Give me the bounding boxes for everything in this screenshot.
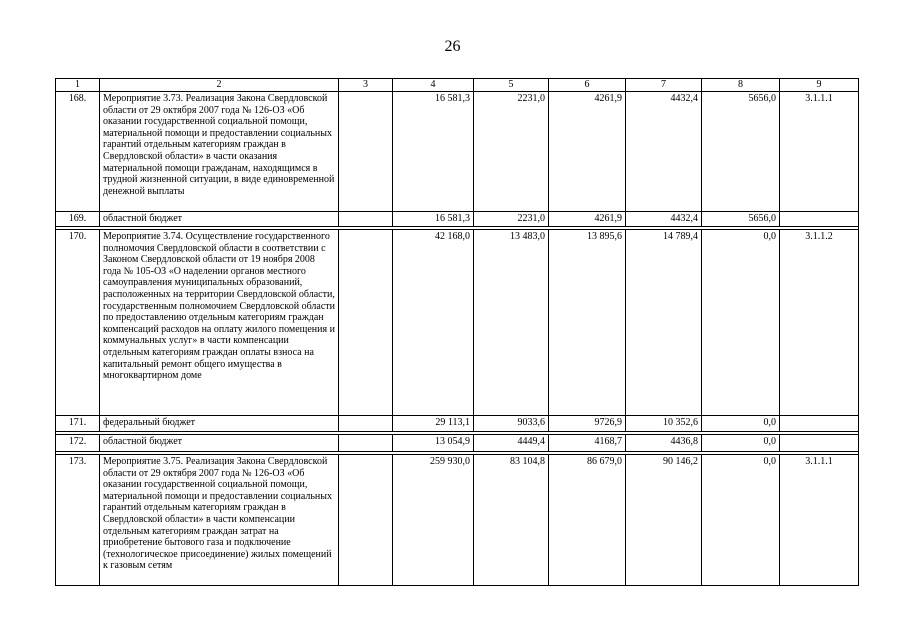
row-number: 168. — [56, 92, 100, 212]
cell-col3 — [339, 92, 393, 212]
cell-col6: 4261,9 — [549, 212, 626, 227]
cell-col4: 13 054,9 — [393, 435, 474, 452]
cell-col9 — [780, 435, 859, 452]
row-number: 169. — [56, 212, 100, 227]
row-description: Мероприятие 3.74. Осуществление государственного полномочия Свердловской области в соответствии с Законом Свердловской области от 19 ноября 2008 года № 105-ОЗ «О наделении органов местного самоуправления муниципальных образований, расположенных на территории Свердловской области, государственным полномочием Свердловской области по предоставлению отдельным категориям граждан компенсаций расходов на оплату жилого помещения и коммунальных услуг» в части компенсации отдельным категориям граждан оплаты взноса на капитальный ремонт общего имущества в многоквартирном доме — [100, 230, 339, 416]
row-description: областной бюджет — [100, 212, 339, 227]
column-header: 5 — [474, 79, 549, 92]
budget-table — [55, 78, 859, 586]
cell-col7: 4432,4 — [626, 212, 702, 227]
column-header: 6 — [549, 79, 626, 92]
cell-col8: 0,0 — [702, 435, 780, 452]
cell-col5: 2231,0 — [474, 212, 549, 227]
row-description: Мероприятие 3.75. Реализация Закона Свердловской области от 29 октября 2007 года № 126-ОЗ «Об оказании государственной социальной помощи, материальной помощи и предоставлении социальных гарантий отдельным категориям граждан в Свердловской области» в части компенсации отдельным категориям граждан затрат на приобретение бытового газа и подключение (технологическое присоединение) жилых помещений к газовым сетям — [100, 455, 339, 586]
cell-col9: 3.1.1.2 — [780, 230, 859, 416]
column-header: 1 — [56, 79, 100, 92]
cell-col5: 2231,0 — [474, 92, 549, 212]
cell-col4: 42 168,0 — [393, 230, 474, 416]
cell-col7: 10 352,6 — [626, 416, 702, 432]
cell-col6: 4261,9 — [549, 92, 626, 212]
column-header: 8 — [702, 79, 780, 92]
cell-col8: 5656,0 — [702, 212, 780, 227]
cell-col4: 16 581,3 — [393, 92, 474, 212]
cell-col3 — [339, 212, 393, 227]
table-row — [56, 230, 859, 416]
row-description: областной бюджет — [100, 435, 339, 452]
cell-col4: 29 113,1 — [393, 416, 474, 432]
page-number: 26 — [444, 38, 461, 55]
row-description: Мероприятие 3.73. Реализация Закона Свердловской области от 29 октября 2007 года № 126-ОЗ «Об оказании государственной социальной помощи, материальной помощи и предоставлении социальных гарантий отдельным категориям граждан в Свердловской области» в части оказания материальной помощи гражданам, находящимся в трудной жизненной ситуации, в виде единовременной денежной выплаты — [100, 92, 339, 212]
cell-col6: 86 679,0 — [549, 455, 626, 586]
cell-col3 — [339, 455, 393, 586]
row-number: 173. — [56, 455, 100, 586]
cell-col8: 0,0 — [702, 455, 780, 586]
table-row — [56, 416, 859, 432]
header-row — [56, 79, 859, 92]
row-number: 170. — [56, 230, 100, 416]
cell-col9 — [780, 416, 859, 432]
cell-col7: 4436,8 — [626, 435, 702, 452]
cell-col5: 9033,6 — [474, 416, 549, 432]
table-row — [56, 435, 859, 452]
table-row — [56, 212, 859, 227]
cell-col3 — [339, 230, 393, 416]
row-number: 172. — [56, 435, 100, 452]
cell-col6: 9726,9 — [549, 416, 626, 432]
cell-col3 — [339, 435, 393, 452]
cell-col6: 13 895,6 — [549, 230, 626, 416]
cell-col4: 16 581,3 — [393, 212, 474, 227]
cell-col7: 4432,4 — [626, 92, 702, 212]
row-description: федеральный бюджет — [100, 416, 339, 432]
cell-col9: 3.1.1.1 — [780, 455, 859, 586]
table-row — [56, 92, 859, 212]
cell-col8: 0,0 — [702, 416, 780, 432]
row-number: 171. — [56, 416, 100, 432]
cell-col9 — [780, 212, 859, 227]
cell-col5: 4449,4 — [474, 435, 549, 452]
cell-col8: 5656,0 — [702, 92, 780, 212]
cell-col4: 259 930,0 — [393, 455, 474, 586]
cell-col7: 14 789,4 — [626, 230, 702, 416]
cell-col7: 90 146,2 — [626, 455, 702, 586]
cell-col3 — [339, 416, 393, 432]
column-header: 7 — [626, 79, 702, 92]
cell-col6: 4168,7 — [549, 435, 626, 452]
cell-col8: 0,0 — [702, 230, 780, 416]
column-header: 3 — [339, 79, 393, 92]
table-row — [56, 455, 859, 586]
column-header: 2 — [100, 79, 339, 92]
cell-col9: 3.1.1.1 — [780, 92, 859, 212]
cell-col5: 83 104,8 — [474, 455, 549, 586]
column-header: 9 — [780, 79, 859, 92]
column-header: 4 — [393, 79, 474, 92]
cell-col5: 13 483,0 — [474, 230, 549, 416]
